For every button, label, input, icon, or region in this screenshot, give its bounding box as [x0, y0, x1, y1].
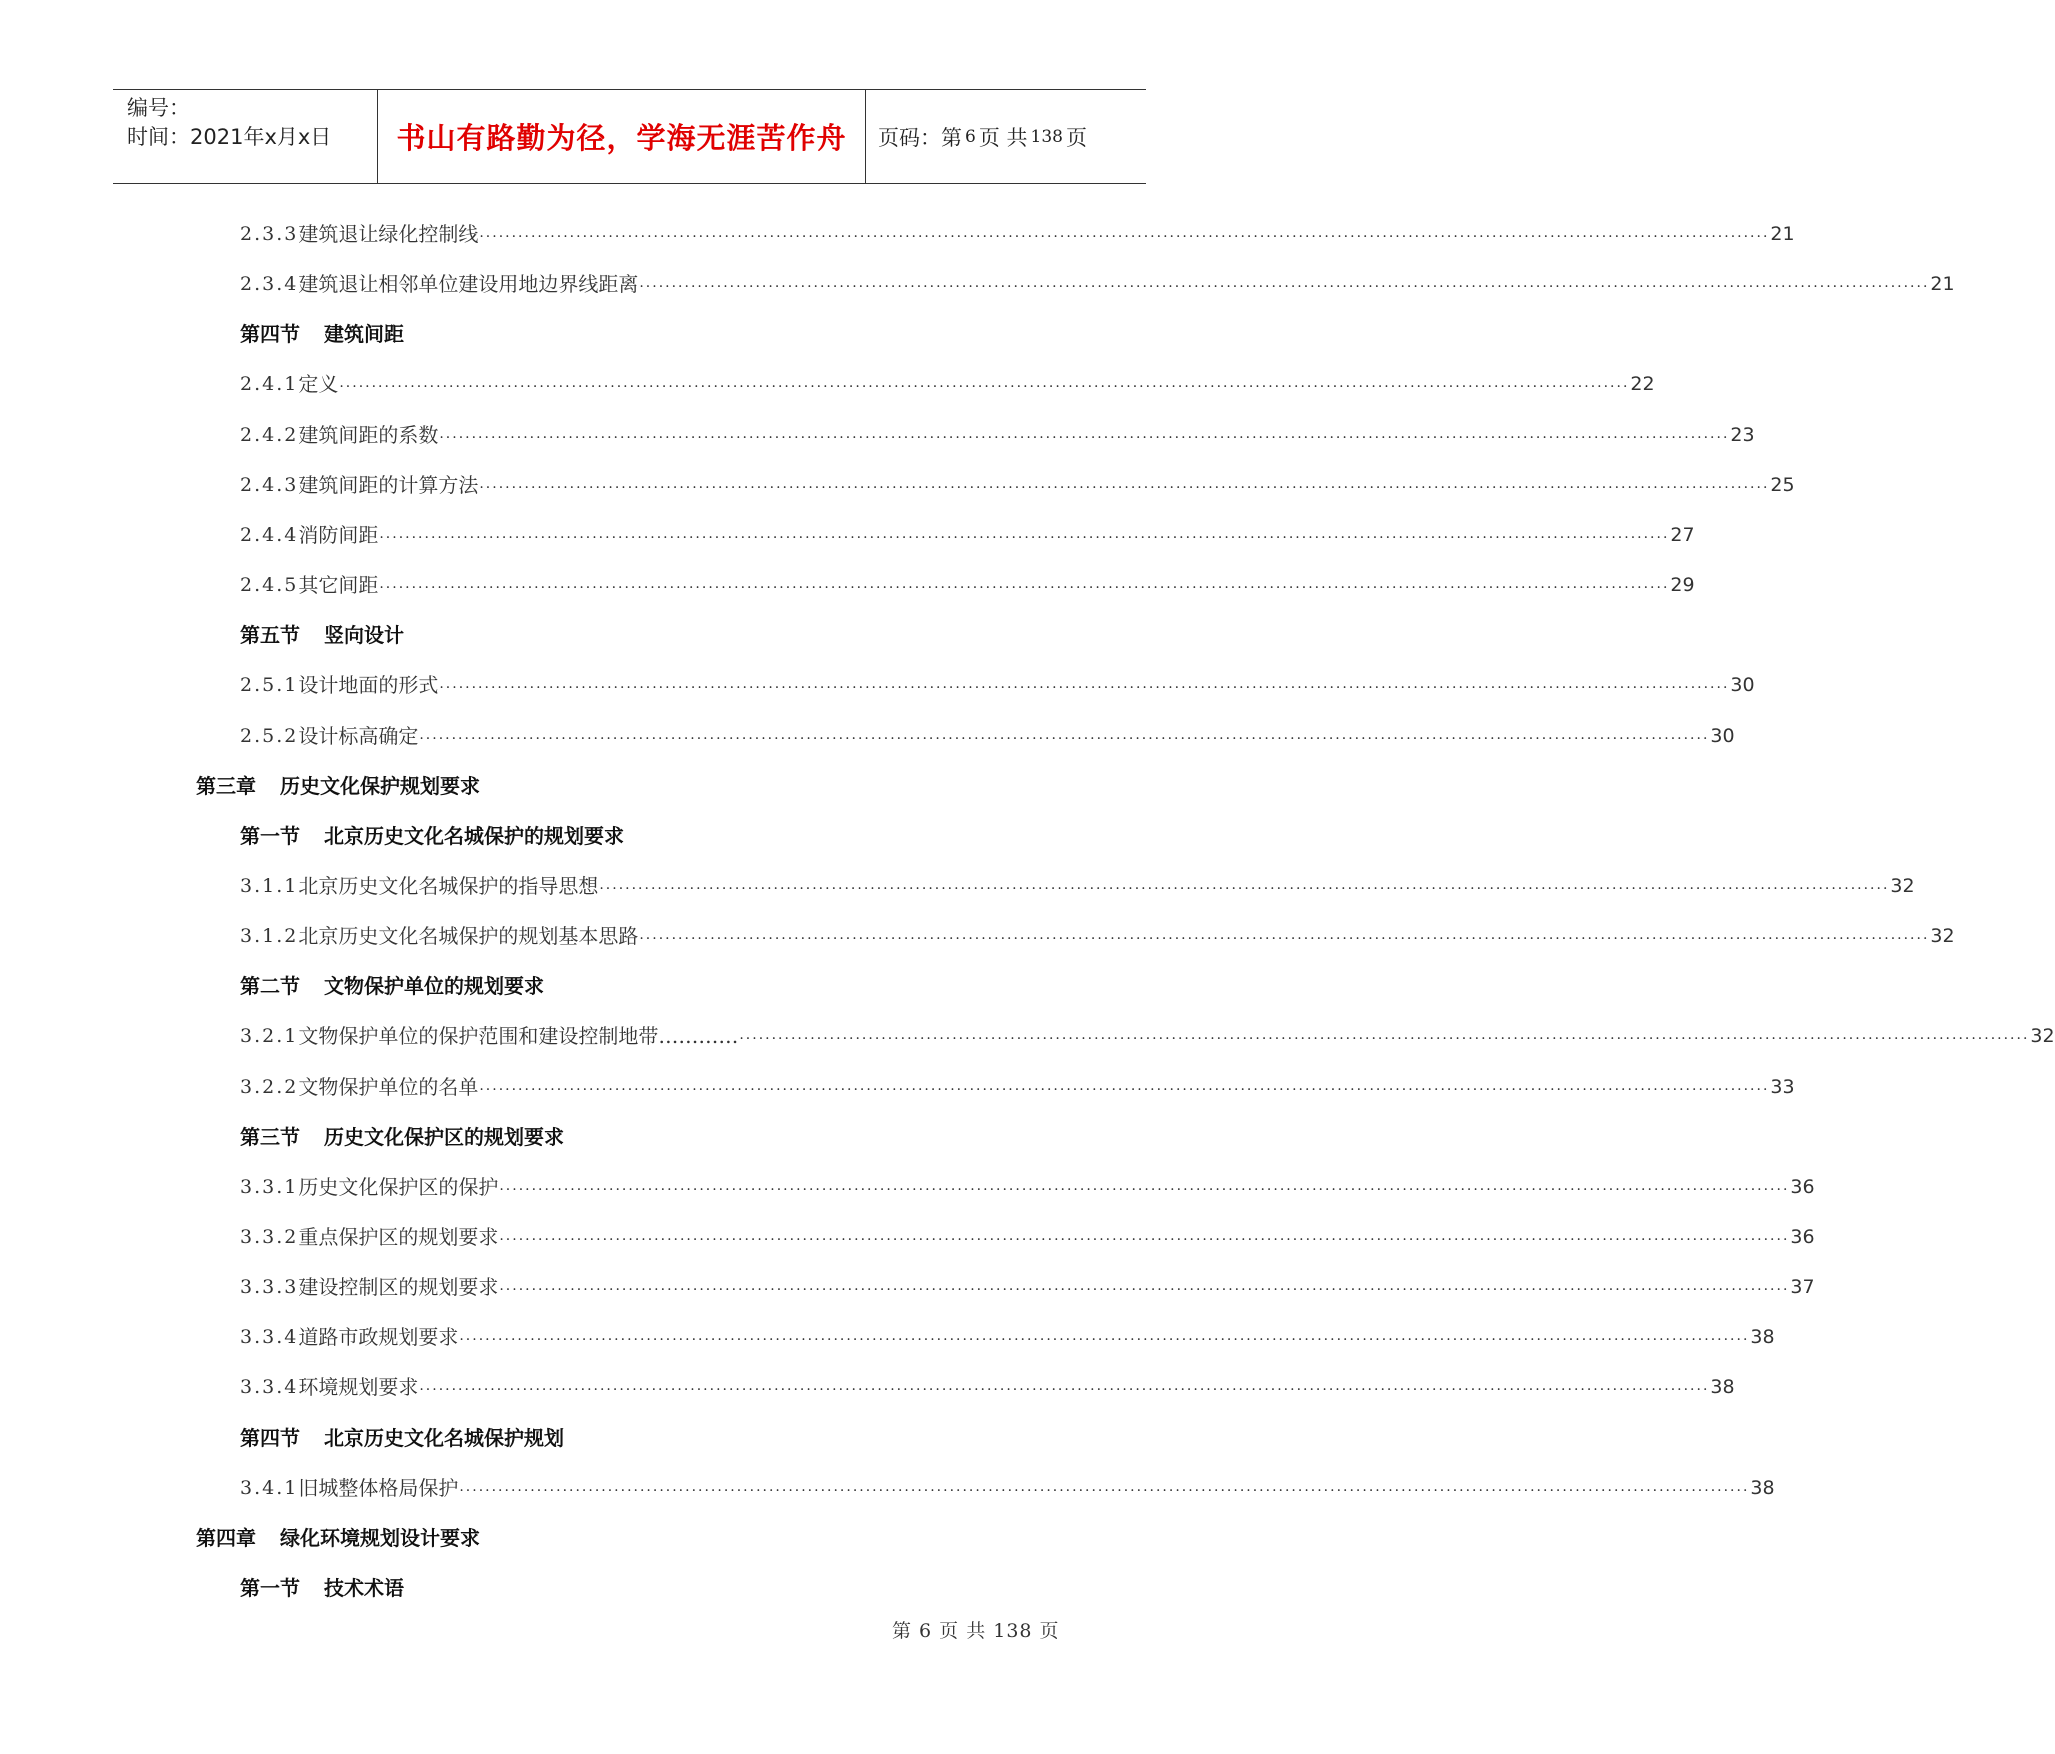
toc-leader-dots: ········································································································································································································ — [479, 1082, 1770, 1098]
toc-leader-dots: ········································································································································································································ — [459, 1332, 1750, 1348]
heading-label: 第一节 — [240, 1576, 300, 1600]
toc-entry-number: 2.4.3 — [240, 474, 299, 496]
toc-leader-dots: ········································································································································································································ — [419, 1382, 1710, 1398]
toc-entry — [240, 471, 1795, 499]
toc-leader-dots: ········································································································································································································ — [479, 480, 1770, 496]
toc-chapter-heading — [196, 1524, 480, 1552]
toc-entry-page: 30 — [1730, 674, 1755, 696]
toc-entry-page: 36 — [1790, 1176, 1815, 1198]
code-label: 编号： — [127, 96, 190, 120]
toc-entry-number: 3.3.3 — [240, 1276, 299, 1298]
toc-entry-title: 道路市政规划要求 — [298, 1325, 459, 1349]
heading-label: 第三节 — [240, 1125, 300, 1149]
toc-entry-number: 3.4.1 — [240, 1477, 299, 1499]
heading-title: 历史文化保护区的规划要求 — [324, 1125, 564, 1149]
toc-entry-page: 38 — [1710, 1376, 1735, 1398]
toc-leader-dots: ········································································································································································································ — [419, 731, 1710, 747]
toc-entry — [240, 1474, 1775, 1502]
toc-entry-title: 设计地面的形式 — [298, 673, 439, 697]
toc-entry-title: 历史文化保护区的保护 — [298, 1175, 499, 1199]
page-number: 6 — [965, 126, 976, 147]
toc-entry — [240, 1223, 1815, 1251]
toc-entry — [240, 1273, 1815, 1301]
toc-entry-title: 建设控制区的规划要求 — [298, 1275, 499, 1299]
toc-entry-number: 3.3.4 — [240, 1326, 299, 1348]
toc-leader-dots: ········································································································································································································ — [499, 1282, 1790, 1298]
toc-entry-number: 3.1.1 — [240, 875, 299, 897]
header-page-info — [866, 90, 1146, 183]
heading-title: 文物保护单位的规划要求 — [324, 974, 544, 998]
toc-entry-number: 2.4.4 — [240, 524, 299, 546]
toc-entry — [240, 220, 1795, 248]
toc-leader-dots: ········································································································································································································ — [459, 1483, 1750, 1499]
toc-leader-dots: ········································································································································································································ — [479, 229, 1770, 245]
toc-entry-title: 建筑间距的系数 — [298, 423, 439, 447]
toc-entry-page: 32 — [2030, 1025, 2055, 1047]
toc-entry-number: 3.2.2 — [240, 1076, 299, 1098]
toc-section-heading — [240, 1123, 564, 1151]
toc-entry-page: 38 — [1750, 1477, 1775, 1499]
heading-title: 技术术语 — [324, 1576, 404, 1600]
heading-label: 第三章 — [196, 774, 256, 798]
toc-entry-number: 3.2.1 — [240, 1025, 299, 1047]
toc-entry — [240, 722, 1735, 750]
heading-label: 第五节 — [240, 623, 300, 647]
toc-entry-page: 23 — [1730, 424, 1755, 446]
heading-title: 北京历史文化名城保护的规划要求 — [324, 824, 624, 848]
heading-title: 北京历史文化名城保护规划 — [324, 1426, 564, 1450]
toc-entry-number: 2.3.4 — [240, 273, 299, 295]
toc-leader-dots: ········································································································································································································ — [379, 580, 1670, 596]
toc-entry — [240, 1022, 2055, 1050]
toc-entry-page: 33 — [1770, 1076, 1795, 1098]
toc-entry-title: 建筑退让相邻单位建设用地边界线距离 — [298, 272, 639, 296]
toc-entry — [240, 922, 1955, 950]
toc-section-heading — [240, 621, 404, 649]
toc-leader-dots: ········································································································································································································ — [439, 430, 1730, 446]
page-mid: 页 共 — [978, 125, 1028, 150]
toc-entry-page: 36 — [1790, 1226, 1815, 1248]
heading-label: 第四节 — [240, 322, 300, 346]
heading-title: 历史文化保护规划要求 — [280, 774, 480, 798]
heading-title: 竖向设计 — [324, 623, 404, 647]
toc-entry-title: 北京历史文化名城保护的指导思想 — [298, 874, 599, 898]
toc-entry — [240, 571, 1695, 599]
toc-entry-number: 2.4.1 — [240, 373, 299, 395]
page-prefix: 页码：第 — [878, 125, 962, 150]
toc-entry-title: 设计标高确定 — [298, 724, 419, 748]
toc-entry-number: 3.3.1 — [240, 1176, 299, 1198]
toc-entry — [240, 872, 1915, 900]
toc-entry — [240, 521, 1695, 549]
toc-entry-title: 环境规划要求 — [298, 1375, 419, 1399]
page-footer: 第 6 页 共 138 页 — [892, 1620, 1060, 1642]
heading-label: 第一节 — [240, 824, 300, 848]
toc-entry — [240, 1073, 1795, 1101]
toc-entry — [240, 270, 1955, 298]
toc-entry-title: 消防间距 — [298, 523, 379, 547]
toc-leader-dots: ········································································································································································································ — [339, 379, 1630, 395]
toc-entry-page: 29 — [1670, 574, 1695, 596]
toc-entry — [240, 1373, 1735, 1401]
toc-entry-title: 定义 — [298, 372, 339, 396]
toc-entry-title: 建筑间距的计算方法 — [298, 473, 479, 497]
heading-label: 第二节 — [240, 974, 300, 998]
toc-entry-page: 21 — [1770, 223, 1795, 245]
toc-entry-page: 27 — [1670, 524, 1695, 546]
toc-entry-title: 重点保护区的规划要求 — [298, 1225, 499, 1249]
toc-entry-page: 30 — [1710, 725, 1735, 747]
toc-entry — [240, 421, 1755, 449]
toc-leader-dots: ········································································································································································································ — [599, 881, 1890, 897]
toc-section-heading — [240, 972, 544, 1000]
toc-entry-page: 25 — [1770, 474, 1795, 496]
header-meta — [113, 90, 378, 183]
toc-entry-title: 北京历史文化名城保护的规划基本思路 — [298, 924, 639, 948]
header-table — [113, 89, 1146, 184]
toc-entry — [240, 1323, 1775, 1351]
heading-title: 建筑间距 — [324, 322, 404, 346]
toc-entry-number: 3.3.2 — [240, 1226, 299, 1248]
toc-entry-title: 文物保护单位的保护范围和建设控制地带………… — [298, 1024, 739, 1048]
heading-title: 绿化环境规划设计要求 — [280, 1526, 480, 1550]
toc-leader-dots: ········································································································································································································ — [499, 1232, 1790, 1248]
toc-entry-number: 3.1.2 — [240, 925, 299, 947]
toc-section-heading — [240, 320, 404, 348]
toc-entry — [240, 671, 1755, 699]
toc-entry-title: 其它间距 — [298, 573, 379, 597]
toc-entry-title: 旧城整体格局保护 — [298, 1476, 459, 1500]
motto: 书山有路勤为径，学海无涯苦作舟 — [378, 90, 866, 183]
toc-entry-page: 32 — [1890, 875, 1915, 897]
toc-entry-page: 38 — [1750, 1326, 1775, 1348]
heading-label: 第四节 — [240, 1426, 300, 1450]
toc-entry-page: 22 — [1630, 373, 1655, 395]
toc-entry-number: 2.4.5 — [240, 574, 299, 596]
toc-entry-number: 2.4.2 — [240, 424, 299, 446]
time-label: 时间：2021年x月x日 — [127, 125, 332, 149]
toc-entry — [240, 370, 1655, 398]
heading-label: 第四章 — [196, 1526, 256, 1550]
toc-chapter-heading — [196, 772, 480, 800]
toc-entry — [240, 1173, 1815, 1201]
toc-entry-page: 21 — [1930, 273, 1955, 295]
toc-entry-title: 文物保护单位的名单 — [298, 1075, 479, 1099]
toc-section-heading — [240, 1574, 404, 1602]
toc-entry-number: 2.3.3 — [240, 223, 299, 245]
toc-section-heading — [240, 822, 624, 850]
toc-entry-number: 2.5.2 — [240, 725, 299, 747]
toc-entry-number: 2.5.1 — [240, 674, 299, 696]
toc-leader-dots: ········································································································································································································ — [739, 1031, 2030, 1047]
toc-leader-dots: ········································································································································································································ — [379, 530, 1670, 546]
toc-section-heading — [240, 1424, 564, 1452]
toc-entry-title: 建筑退让绿化控制线 — [298, 222, 479, 246]
toc-entry-page: 37 — [1790, 1276, 1815, 1298]
toc-entry-number: 3.3.4 — [240, 1376, 299, 1398]
toc-entry-page: 32 — [1930, 925, 1955, 947]
toc-leader-dots: ········································································································································································································ — [639, 931, 1930, 947]
toc-leader-dots: ········································································································································································································ — [439, 680, 1730, 696]
toc-leader-dots: ········································································································································································································ — [499, 1182, 1790, 1198]
page-total: 138 — [1030, 126, 1063, 147]
toc-leader-dots: ········································································································································································································ — [639, 279, 1930, 295]
page-suffix: 页 — [1065, 125, 1087, 150]
